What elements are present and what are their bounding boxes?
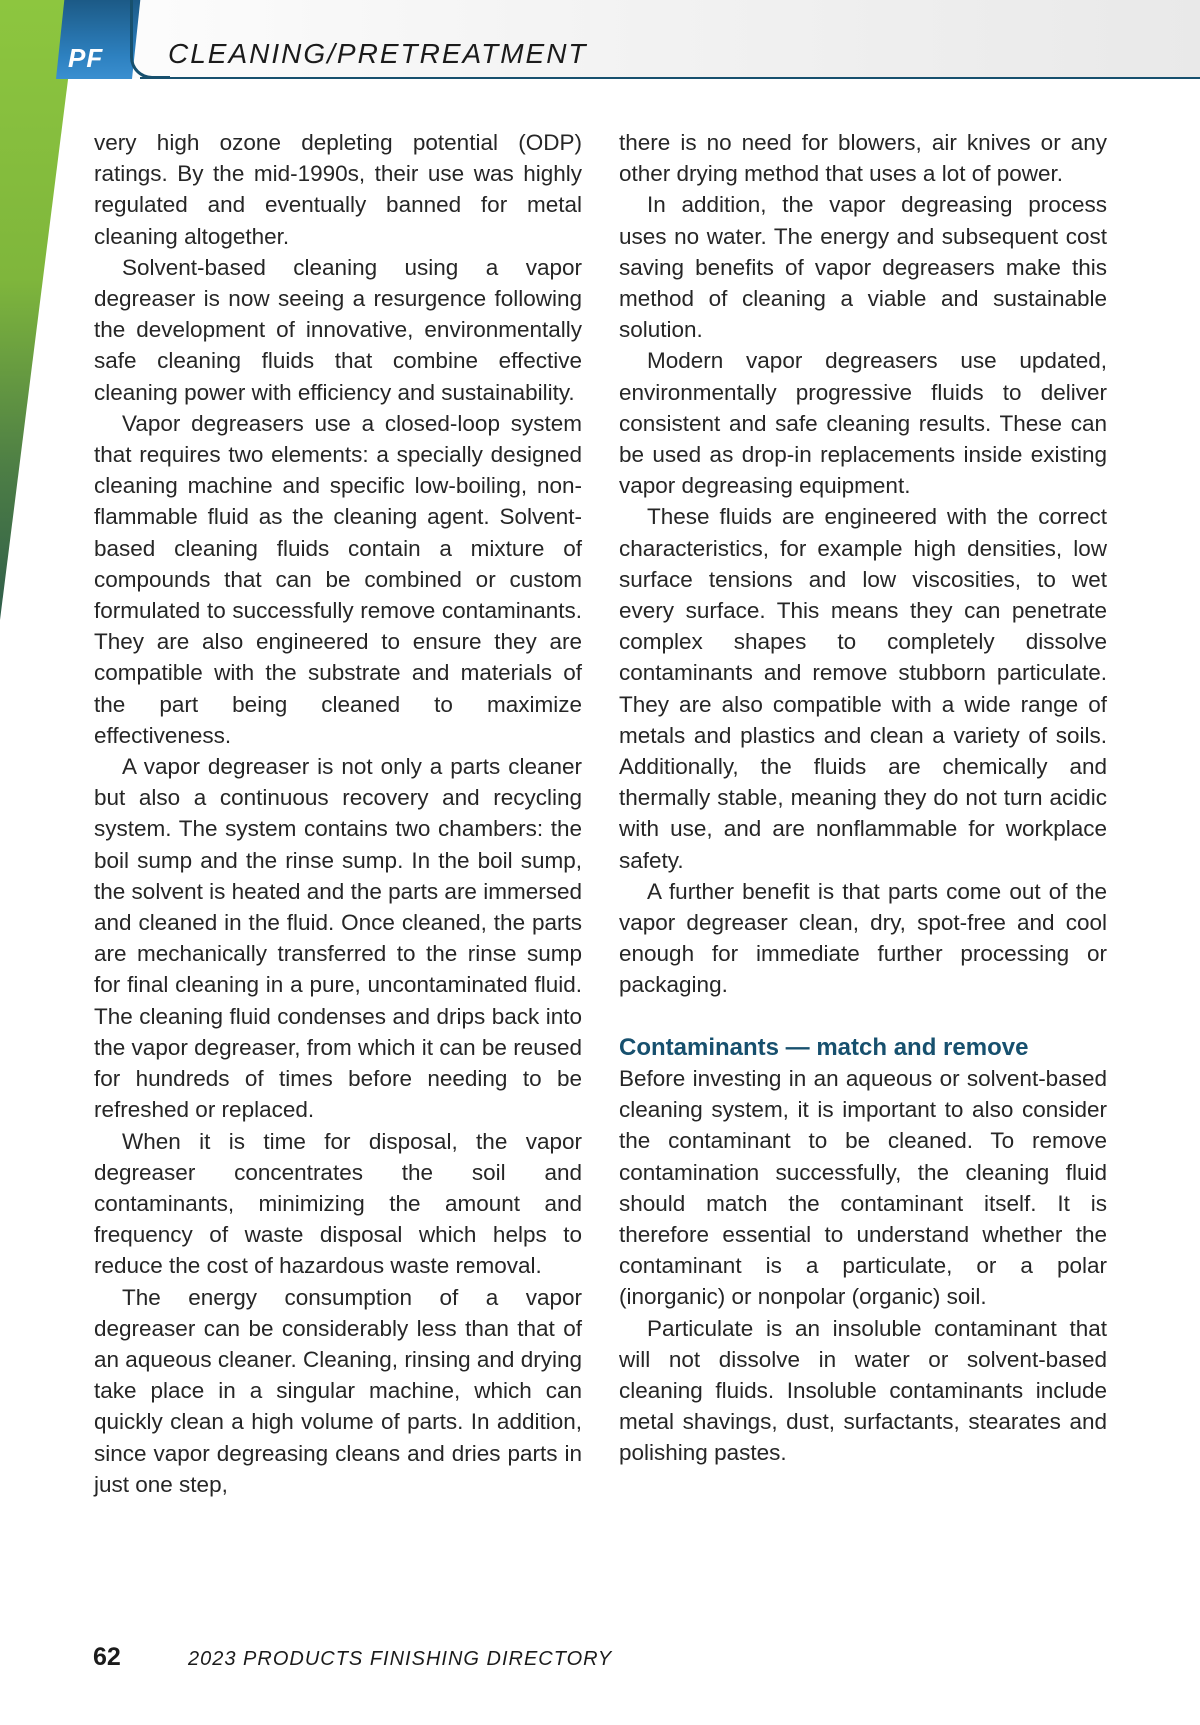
paragraph: very high ozone depleting potential (ODP) ratings. By the mid-1990s, their use was highly regulated and eventually banned for metal cleaning altogether. [94,130,582,249]
header-divider-line [140,77,1200,79]
header-divider-curve [130,0,170,79]
paragraph: The energy consumption of a vapor degreaser can be considerably less than that of an aqueous cleaner. Cleaning, rinsing and drying take place in a singular machine, which can quickly clean a high volume of parts. In addition, since vapor degreasing cleans and dries parts in just one step, [94,1284,582,1497]
section-title: CLEANING/PRETREATMENT [168,38,588,69]
paragraph: A further benefit is that parts come out of the vapor degreaser clean, dry, spot-free and cool enough for immediate further processing or packaging. [619,878,1107,998]
paragraph: there is no need for blowers, air knives or any other drying method that uses a lot of power. [619,130,1107,187]
pf-badge: PF [68,43,104,73]
paragraph: Modern vapor degreasers use updated, environmentally progressive fluids to deliver consistent and safe cleaning results. These can be used as drop-in replacements inside existing vapor degreasing equipment. [619,348,1107,499]
paragraph: Particulate is an insoluble contaminant that will not dissolve in water or solvent-based cleaning fluids. Insoluble contaminants include metal shavings, dust, surfactants, stearates and polishing pastes. [619,1315,1107,1466]
publication-title: 2023 PRODUCTS FINISHING DIRECTORY [188,1648,613,1670]
paragraph: Solvent-based cleaning using a vapor degreaser is now seeing a resurgence following the development of innovative, environmentally safe cleaning fluids that combine effective cleaning power with efficiency and sustainability. [94,254,582,405]
right-column [619,127,1107,1469]
paragraph: When it is time for disposal, the vapor degreaser concentrates the soil and contaminants, minimizing the amount and frequency of waste disposal which helps to reduce the cost of hazardous waste removal. [94,1128,582,1279]
paragraph: A vapor degreaser is not only a parts cleaner but also a continuous recovery and recycling system. The system contains two chambers: the boil sump and the rinse sump. In the boil sump, the solvent is heated and the parts are immersed and cleaned in the fluid. Once cleaned, the parts are mechanically transferred to the rinse sump for final cleaning in a pure, uncontaminated fluid. The cleaning fluid condenses and drips back into the vapor degreaser, from which it can be reused for hundreds of times before needing to be refreshed or replaced. [94,754,582,1123]
left-column [94,127,582,1500]
page-number: 62 [93,1643,121,1671]
subheading: Contaminants — match and remove [619,1033,1029,1061]
paragraph: Vapor degreasers use a closed-loop system that requires two elements: a specially designed cleaning machine and specific low-boiling, non-flammable fluid as the cleaning agent. Solvent-based cleaning fluids contain a mixture of compounds that can be combined or custom formulated to successfully remove contaminants. They are also engineered to ensure they are compatible with the substrate and materials of the part being cleaned to maximize effectiveness. [94,410,582,748]
paragraph: Before investing in an aqueous or solvent-based cleaning system, it is important to also consider the contaminant to be cleaned. To remove contamination successfully, the cleaning fluid should match the contaminant itself. It is therefore essential to understand whether the contaminant is a particulate, or a polar (inorganic) or nonpolar (organic) soil. [619,1065,1107,1310]
paragraph: These fluids are engineered with the correct characteristics, for example high densities, low surface tensions and low viscosities, to wet every surface. This means they can penetrate complex shapes to completely dissolve contaminants and remove stubborn particulate. They are also compatible with a wide range of metals and plastics and clean a variety of soils. Additionally, the fluids are chemically and thermally stable, meaning they do not turn acidic with use, and are nonflammable for workplace safety. [619,504,1107,873]
green-accent-stripe [0,0,80,620]
paragraph: In addition, the vapor degreasing process uses no water. The energy and subsequent cost saving benefits of vapor degreasers make this method of cleaning a viable and sustainable solution. [619,192,1107,343]
